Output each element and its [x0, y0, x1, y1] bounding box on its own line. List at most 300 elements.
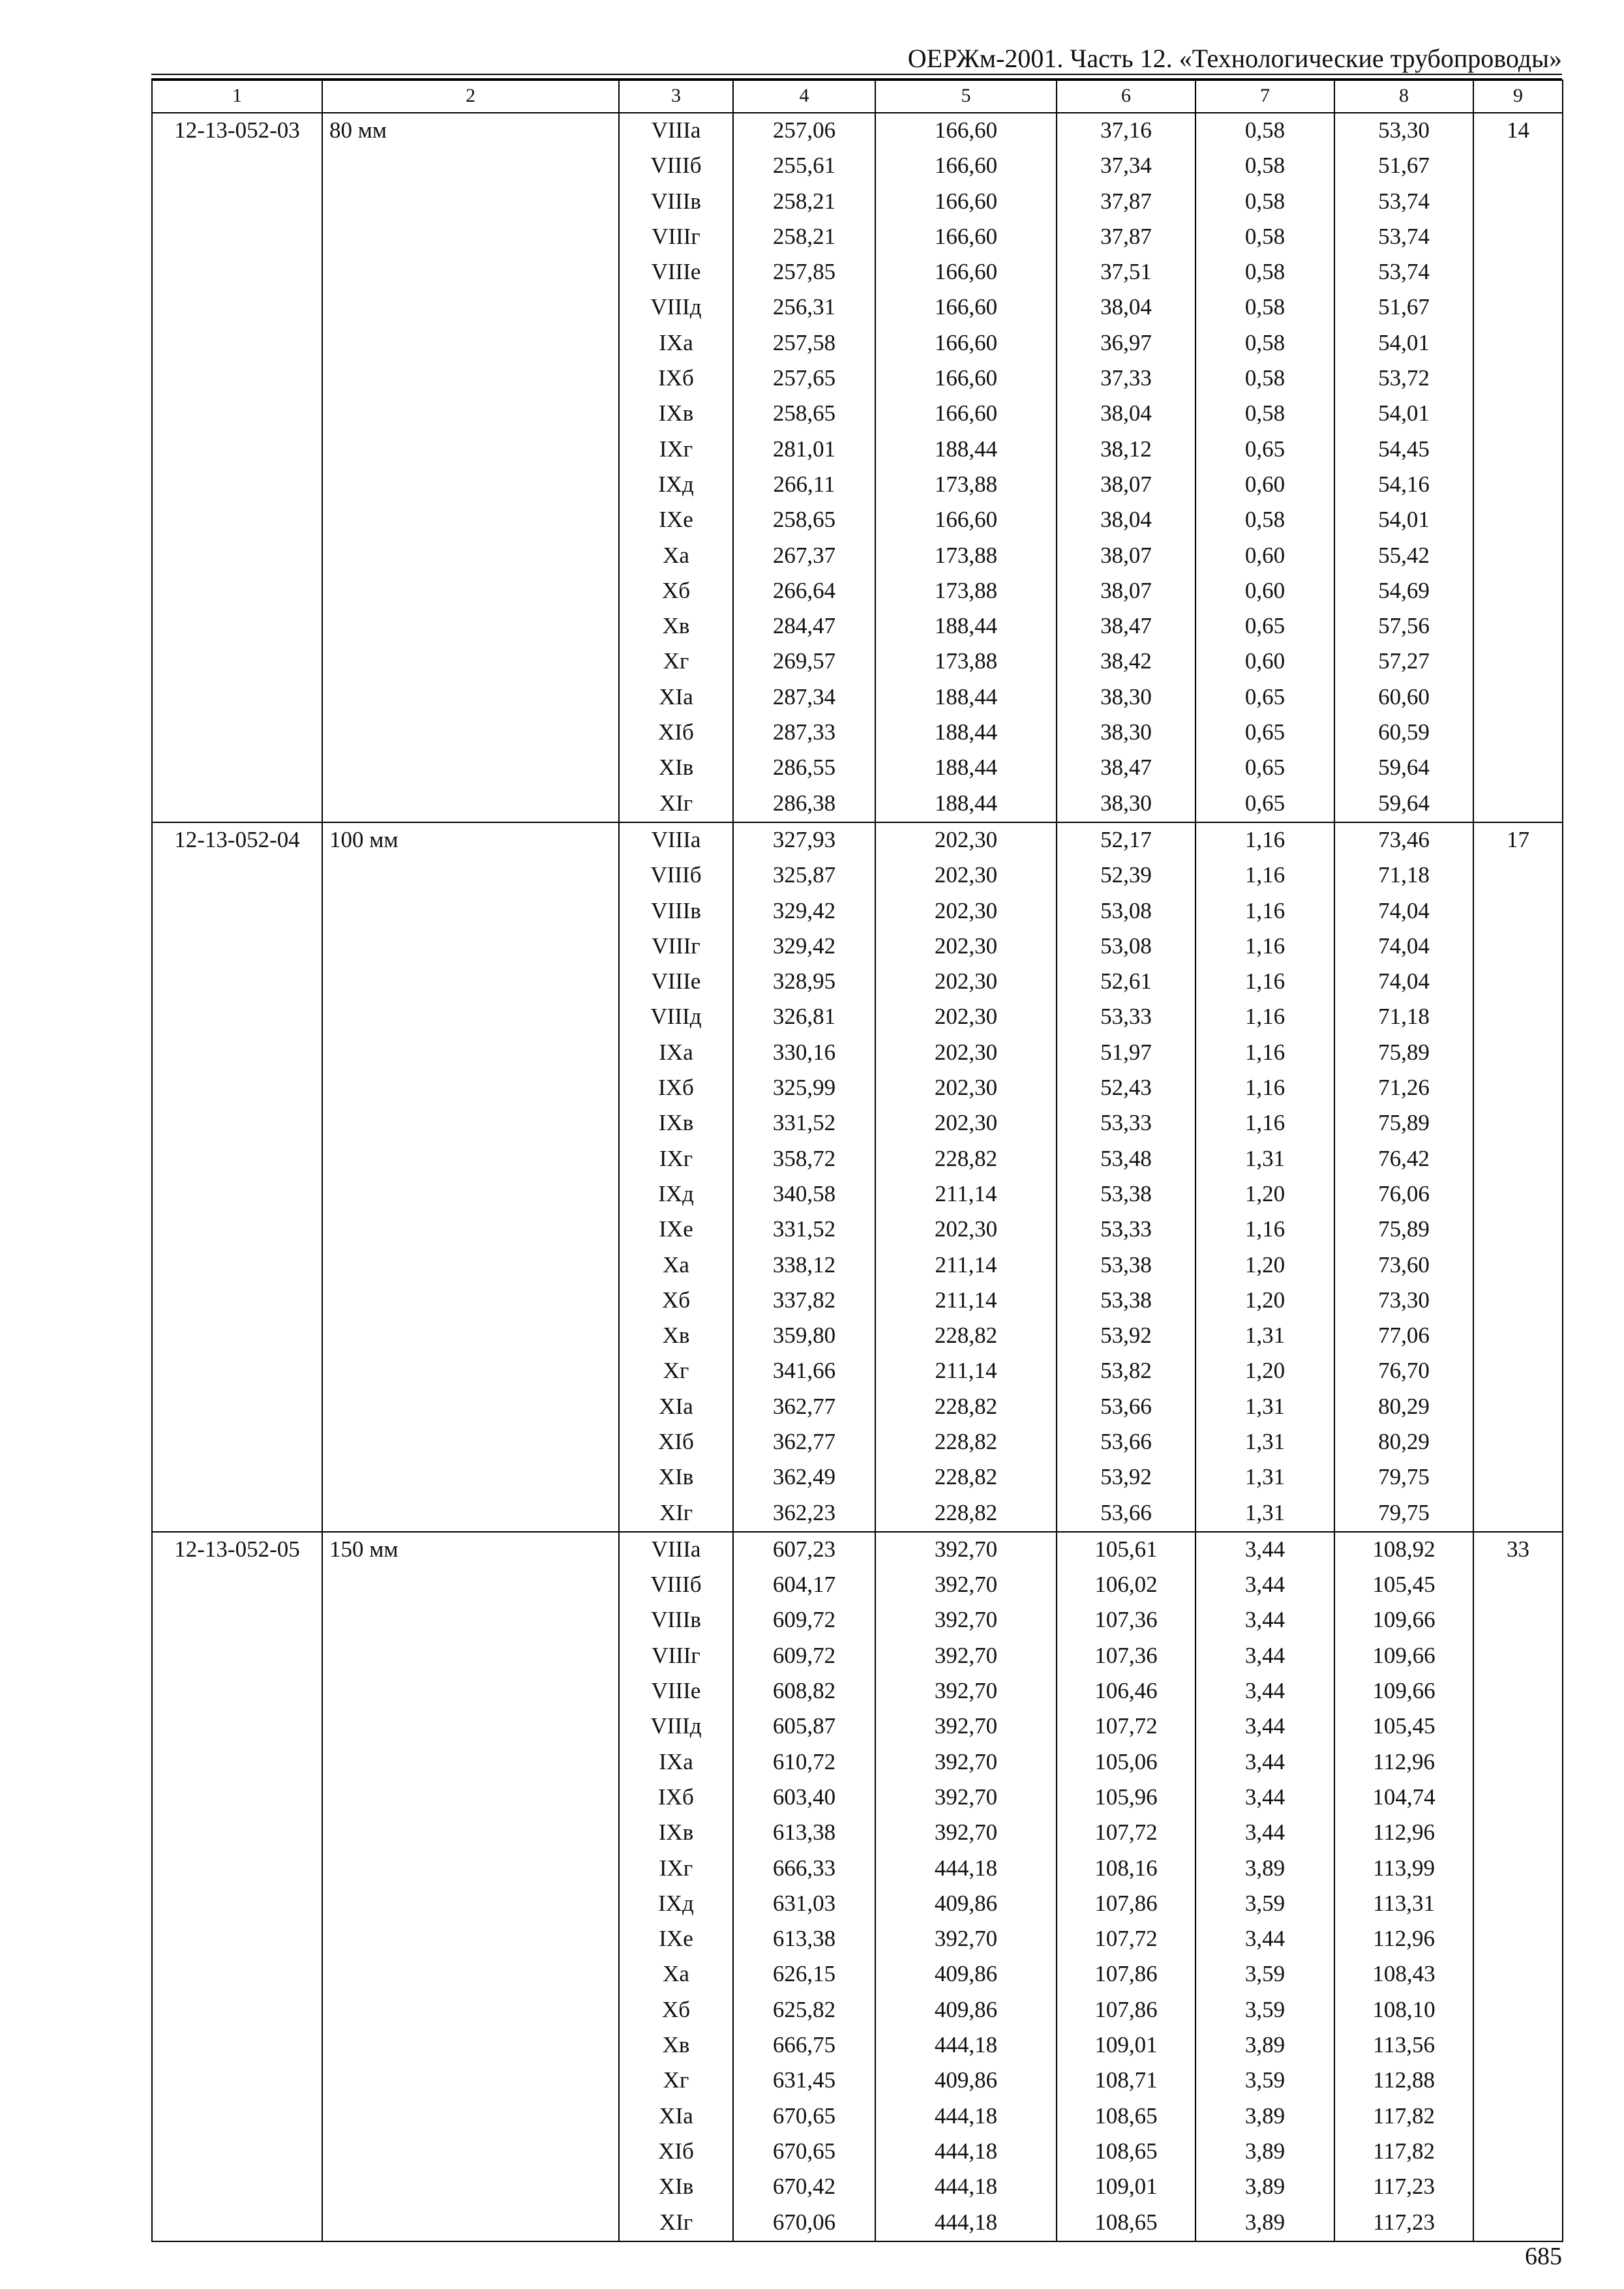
- value-cell: 106,02: [1057, 1568, 1195, 1603]
- value-cell: 38,07: [1057, 468, 1195, 503]
- value-cell: 211,14: [875, 1248, 1057, 1283]
- value-cell: 117,82: [1334, 2134, 1473, 2170]
- value-cell: 257,58: [733, 326, 875, 361]
- column-9-cell: [1473, 2028, 1563, 2063]
- norm-code-cell: [152, 1212, 322, 1248]
- column-number-cell: 4: [733, 80, 875, 113]
- diameter-cell: [322, 1639, 619, 1674]
- value-cell: 3,44: [1195, 1568, 1334, 1603]
- column-number-cell: 3: [619, 80, 733, 113]
- table-row: [152, 1496, 1563, 1532]
- value-cell: 613,38: [733, 1922, 875, 1957]
- value-cell: 1,31: [1195, 1390, 1334, 1425]
- value-cell: 202,30: [875, 929, 1057, 965]
- diameter-cell: [322, 1390, 619, 1425]
- diameter-cell: 100 мм: [322, 822, 619, 858]
- zone-cell: VIIIг: [619, 929, 733, 965]
- column-9-cell: [1473, 1780, 1563, 1816]
- value-cell: 613,38: [733, 1816, 875, 1851]
- column-9-cell: [1473, 680, 1563, 715]
- value-cell: 71,26: [1334, 1071, 1473, 1106]
- value-cell: 73,46: [1334, 822, 1473, 858]
- zone-cell: IXд: [619, 1177, 733, 1212]
- value-cell: 108,43: [1334, 1957, 1473, 1992]
- norm-code-cell: [152, 1780, 322, 1816]
- zone-cell: IXд: [619, 468, 733, 503]
- value-cell: 626,15: [733, 1957, 875, 1992]
- value-cell: 52,43: [1057, 1071, 1195, 1106]
- value-cell: 107,72: [1057, 1922, 1195, 1957]
- value-cell: 0,60: [1195, 539, 1334, 574]
- norm-code-cell: [152, 1425, 322, 1460]
- norm-code-cell: 12-13-052-03: [152, 113, 322, 149]
- value-cell: 267,37: [733, 539, 875, 574]
- zone-cell: IXе: [619, 503, 733, 538]
- value-cell: 107,36: [1057, 1603, 1195, 1638]
- value-cell: 38,47: [1057, 751, 1195, 786]
- zone-cell: XIг: [619, 1496, 733, 1532]
- table-row: [152, 185, 1563, 220]
- value-cell: 1,16: [1195, 894, 1334, 929]
- table-row: [152, 1390, 1563, 1425]
- value-cell: 57,56: [1334, 609, 1473, 644]
- value-cell: 202,30: [875, 1212, 1057, 1248]
- value-cell: 3,44: [1195, 1816, 1334, 1851]
- norm-code-cell: [152, 1957, 322, 1992]
- zone-cell: XIа: [619, 680, 733, 715]
- zone-cell: VIIIе: [619, 255, 733, 290]
- column-9-cell: [1473, 1460, 1563, 1495]
- zone-cell: IXг: [619, 432, 733, 468]
- diameter-cell: [322, 965, 619, 1000]
- value-cell: 257,85: [733, 255, 875, 290]
- value-cell: 60,60: [1334, 680, 1473, 715]
- value-cell: 112,88: [1334, 2063, 1473, 2099]
- norm-code-cell: [152, 1851, 322, 1887]
- value-cell: 328,95: [733, 965, 875, 1000]
- value-cell: 228,82: [875, 1460, 1057, 1495]
- value-cell: 53,74: [1334, 220, 1473, 255]
- value-cell: 53,66: [1057, 1390, 1195, 1425]
- value-cell: 52,61: [1057, 965, 1195, 1000]
- value-cell: 3,89: [1195, 2206, 1334, 2241]
- zone-cell: VIIIа: [619, 822, 733, 858]
- value-cell: 53,33: [1057, 1106, 1195, 1141]
- value-cell: 228,82: [875, 1425, 1057, 1460]
- diameter-cell: [322, 1709, 619, 1744]
- norm-code-cell: [152, 290, 322, 325]
- zone-cell: XIа: [619, 1390, 733, 1425]
- zone-cell: VIIIб: [619, 149, 733, 184]
- value-cell: 38,30: [1057, 786, 1195, 822]
- column-9-cell: 14: [1473, 113, 1563, 149]
- table-row: [152, 1709, 1563, 1744]
- norm-code-cell: [152, 1496, 322, 1532]
- value-cell: 109,01: [1057, 2028, 1195, 2063]
- column-9-cell: [1473, 1177, 1563, 1212]
- value-cell: 60,59: [1334, 715, 1473, 751]
- zone-cell: XIг: [619, 786, 733, 822]
- table-row: [152, 1142, 1563, 1177]
- value-cell: 326,81: [733, 1000, 875, 1035]
- diameter-cell: [322, 1354, 619, 1389]
- zone-cell: VIIIв: [619, 1603, 733, 1638]
- value-cell: 53,38: [1057, 1248, 1195, 1283]
- zone-cell: IXб: [619, 1071, 733, 1106]
- value-cell: 228,82: [875, 1496, 1057, 1532]
- table-row: [152, 1851, 1563, 1887]
- value-cell: 38,12: [1057, 432, 1195, 468]
- value-cell: 108,16: [1057, 1851, 1195, 1887]
- diameter-cell: [322, 539, 619, 574]
- value-cell: 71,18: [1334, 858, 1473, 893]
- zone-cell: VIIIв: [619, 894, 733, 929]
- table-row: [152, 1460, 1563, 1495]
- norm-code-cell: [152, 1922, 322, 1957]
- table-row: [152, 644, 1563, 680]
- table-row: [152, 858, 1563, 893]
- table-row: [152, 2063, 1563, 2099]
- zone-cell: XIв: [619, 2170, 733, 2205]
- table-row: [152, 822, 1563, 858]
- column-number-cell: 9: [1473, 80, 1563, 113]
- value-cell: 1,16: [1195, 822, 1334, 858]
- value-cell: 108,65: [1057, 2134, 1195, 2170]
- value-cell: 258,65: [733, 396, 875, 432]
- column-9-cell: [1473, 574, 1563, 609]
- column-9-cell: [1473, 786, 1563, 822]
- table-row: [152, 539, 1563, 574]
- value-cell: 604,17: [733, 1568, 875, 1603]
- value-cell: 444,18: [875, 2099, 1057, 2134]
- norm-code-cell: [152, 1106, 322, 1141]
- zone-cell: IXа: [619, 326, 733, 361]
- value-cell: 188,44: [875, 432, 1057, 468]
- norm-code-cell: [152, 2170, 322, 2205]
- column-9-cell: [1473, 326, 1563, 361]
- value-cell: 37,87: [1057, 185, 1195, 220]
- value-cell: 53,48: [1057, 1142, 1195, 1177]
- norm-code-cell: [152, 751, 322, 786]
- value-cell: 109,01: [1057, 2170, 1195, 2205]
- value-cell: 166,60: [875, 361, 1057, 396]
- value-cell: 107,72: [1057, 1816, 1195, 1851]
- value-cell: 1,20: [1195, 1248, 1334, 1283]
- value-cell: 3,89: [1195, 2099, 1334, 2134]
- value-cell: 80,29: [1334, 1425, 1473, 1460]
- value-cell: 1,16: [1195, 1036, 1334, 1071]
- value-cell: 257,06: [733, 113, 875, 149]
- value-cell: 281,01: [733, 432, 875, 468]
- value-cell: 3,59: [1195, 1957, 1334, 1992]
- value-cell: 331,52: [733, 1212, 875, 1248]
- table-row: [152, 1283, 1563, 1319]
- value-cell: 75,89: [1334, 1106, 1473, 1141]
- value-cell: 75,89: [1334, 1212, 1473, 1248]
- column-9-cell: [1473, 1036, 1563, 1071]
- diameter-cell: [322, 1106, 619, 1141]
- zone-cell: IXб: [619, 1780, 733, 1816]
- table-row: [152, 432, 1563, 468]
- norm-code-cell: [152, 1142, 322, 1177]
- column-9-cell: [1473, 432, 1563, 468]
- diameter-cell: [322, 1957, 619, 1992]
- norm-code-cell: 12-13-052-04: [152, 822, 322, 858]
- value-cell: 392,70: [875, 1816, 1057, 1851]
- value-cell: 3,89: [1195, 2028, 1334, 2063]
- value-cell: 1,20: [1195, 1354, 1334, 1389]
- diameter-cell: [322, 858, 619, 893]
- value-cell: 0,65: [1195, 609, 1334, 644]
- value-cell: 105,96: [1057, 1780, 1195, 1816]
- norm-code-cell: [152, 1460, 322, 1495]
- zone-cell: XIб: [619, 2134, 733, 2170]
- value-cell: 166,60: [875, 149, 1057, 184]
- zone-cell: VIIIб: [619, 1568, 733, 1603]
- zone-cell: IXд: [619, 1887, 733, 1922]
- value-cell: 0,58: [1195, 149, 1334, 184]
- column-9-cell: [1473, 2170, 1563, 2205]
- value-cell: 3,89: [1195, 1851, 1334, 1887]
- value-cell: 59,64: [1334, 751, 1473, 786]
- value-cell: 0,65: [1195, 786, 1334, 822]
- value-cell: 0,58: [1195, 396, 1334, 432]
- value-cell: 255,61: [733, 149, 875, 184]
- value-cell: 173,88: [875, 574, 1057, 609]
- value-cell: 202,30: [875, 1000, 1057, 1035]
- column-9-cell: [1473, 965, 1563, 1000]
- table-row: [152, 361, 1563, 396]
- value-cell: 37,34: [1057, 149, 1195, 184]
- value-cell: 38,04: [1057, 503, 1195, 538]
- value-cell: 3,44: [1195, 1603, 1334, 1638]
- diameter-cell: [322, 1674, 619, 1709]
- zone-cell: Xб: [619, 1993, 733, 2028]
- column-number-cell: 8: [1334, 80, 1473, 113]
- value-cell: 38,47: [1057, 609, 1195, 644]
- diameter-cell: [322, 1851, 619, 1887]
- table-row: [152, 1887, 1563, 1922]
- value-cell: 53,66: [1057, 1425, 1195, 1460]
- column-9-cell: [1473, 1496, 1563, 1532]
- value-cell: 0,58: [1195, 113, 1334, 149]
- value-cell: 631,45: [733, 2063, 875, 2099]
- column-9-cell: [1473, 1106, 1563, 1141]
- column-9-cell: [1473, 2099, 1563, 2134]
- norm-code-cell: [152, 715, 322, 751]
- page-header-title: ОЕРЖм-2001. Часть 12. «Технологические трубопроводы»: [907, 44, 1562, 73]
- value-cell: 73,30: [1334, 1283, 1473, 1319]
- diameter-cell: [322, 644, 619, 680]
- value-cell: 188,44: [875, 609, 1057, 644]
- value-cell: 608,82: [733, 1674, 875, 1709]
- value-cell: 0,65: [1195, 751, 1334, 786]
- table-row: [152, 1212, 1563, 1248]
- value-cell: 166,60: [875, 255, 1057, 290]
- value-cell: 362,77: [733, 1425, 875, 1460]
- value-cell: 112,96: [1334, 1745, 1473, 1780]
- value-cell: 1,31: [1195, 1496, 1334, 1532]
- table-row: [152, 1922, 1563, 1957]
- value-cell: 71,18: [1334, 1000, 1473, 1035]
- zone-cell: Xг: [619, 644, 733, 680]
- zone-cell: VIIIа: [619, 113, 733, 149]
- column-9-cell: [1473, 2134, 1563, 2170]
- diameter-cell: [322, 396, 619, 432]
- value-cell: 202,30: [875, 894, 1057, 929]
- column-number-row: [152, 80, 1563, 113]
- diameter-cell: [322, 574, 619, 609]
- value-cell: 108,65: [1057, 2099, 1195, 2134]
- zone-cell: IXб: [619, 361, 733, 396]
- value-cell: 3,44: [1195, 1922, 1334, 1957]
- value-cell: 444,18: [875, 2170, 1057, 2205]
- norm-code-cell: [152, 432, 322, 468]
- column-9-cell: [1473, 255, 1563, 290]
- value-cell: 80,29: [1334, 1390, 1473, 1425]
- zone-cell: Xа: [619, 539, 733, 574]
- table-row: [152, 2170, 1563, 2205]
- value-cell: 1,16: [1195, 858, 1334, 893]
- value-cell: 3,44: [1195, 1709, 1334, 1744]
- zone-cell: IXв: [619, 1106, 733, 1141]
- zone-cell: Xв: [619, 2028, 733, 2063]
- value-cell: 51,97: [1057, 1036, 1195, 1071]
- diameter-cell: [322, 1177, 619, 1212]
- column-9-cell: [1473, 644, 1563, 680]
- diameter-cell: [322, 609, 619, 644]
- diameter-cell: [322, 751, 619, 786]
- value-cell: 54,16: [1334, 468, 1473, 503]
- value-cell: 76,42: [1334, 1142, 1473, 1177]
- value-cell: 670,65: [733, 2099, 875, 2134]
- norm-code-cell: [152, 1000, 322, 1035]
- norm-code-cell: [152, 468, 322, 503]
- table-row: [152, 468, 1563, 503]
- table-row: [152, 1568, 1563, 1603]
- value-cell: 392,70: [875, 1674, 1057, 1709]
- diameter-cell: [322, 1460, 619, 1495]
- norm-code-cell: [152, 361, 322, 396]
- value-cell: 108,10: [1334, 1993, 1473, 2028]
- value-cell: 105,61: [1057, 1532, 1195, 1568]
- value-cell: 188,44: [875, 680, 1057, 715]
- diameter-cell: [322, 220, 619, 255]
- diameter-cell: [322, 2099, 619, 2134]
- table-row: [152, 894, 1563, 929]
- value-cell: 38,04: [1057, 396, 1195, 432]
- norm-code-cell: [152, 185, 322, 220]
- value-cell: 0,58: [1195, 361, 1334, 396]
- value-cell: 53,38: [1057, 1283, 1195, 1319]
- value-cell: 329,42: [733, 894, 875, 929]
- diameter-cell: [322, 1036, 619, 1071]
- diameter-cell: [322, 185, 619, 220]
- value-cell: 202,30: [875, 822, 1057, 858]
- norm-code-cell: [152, 1887, 322, 1922]
- value-cell: 113,99: [1334, 1851, 1473, 1887]
- column-9-cell: [1473, 2206, 1563, 2241]
- value-cell: 166,60: [875, 396, 1057, 432]
- column-number-cell: 7: [1195, 80, 1334, 113]
- norm-code-cell: [152, 929, 322, 965]
- table-row: [152, 1425, 1563, 1460]
- zone-cell: Xв: [619, 609, 733, 644]
- value-cell: 1,31: [1195, 1425, 1334, 1460]
- column-9-cell: [1473, 1639, 1563, 1674]
- value-cell: 53,38: [1057, 1177, 1195, 1212]
- norm-code-cell: [152, 2134, 322, 2170]
- price-table: [151, 80, 1563, 2242]
- column-9-cell: [1473, 1851, 1563, 1887]
- table-row: [152, 786, 1563, 822]
- column-9-cell: [1473, 1957, 1563, 1992]
- value-cell: 109,66: [1334, 1603, 1473, 1638]
- value-cell: 1,20: [1195, 1177, 1334, 1212]
- norm-code-cell: [152, 1709, 322, 1744]
- value-cell: 211,14: [875, 1283, 1057, 1319]
- table-row: [152, 1036, 1563, 1071]
- diameter-cell: [322, 503, 619, 538]
- norm-code-cell: [152, 149, 322, 184]
- norm-code-cell: [152, 1071, 322, 1106]
- value-cell: 1,16: [1195, 1071, 1334, 1106]
- table-row: [152, 1106, 1563, 1141]
- value-cell: 38,30: [1057, 715, 1195, 751]
- value-cell: 211,14: [875, 1354, 1057, 1389]
- zone-cell: VIIIд: [619, 290, 733, 325]
- zone-cell: IXв: [619, 396, 733, 432]
- table-row: [152, 680, 1563, 715]
- column-9-cell: [1473, 894, 1563, 929]
- column-9-cell: [1473, 539, 1563, 574]
- value-cell: 0,65: [1195, 715, 1334, 751]
- value-cell: 53,08: [1057, 929, 1195, 965]
- value-cell: 117,23: [1334, 2170, 1473, 2205]
- value-cell: 37,16: [1057, 113, 1195, 149]
- table-row: [152, 1177, 1563, 1212]
- value-cell: 107,86: [1057, 1957, 1195, 1992]
- zone-cell: IXе: [619, 1212, 733, 1248]
- column-9-cell: [1473, 1745, 1563, 1780]
- value-cell: 52,17: [1057, 822, 1195, 858]
- value-cell: 392,70: [875, 1603, 1057, 1638]
- column-9-cell: [1473, 1248, 1563, 1283]
- value-cell: 337,82: [733, 1283, 875, 1319]
- diameter-cell: [322, 255, 619, 290]
- table-row: [152, 255, 1563, 290]
- value-cell: 3,44: [1195, 1674, 1334, 1709]
- diameter-cell: [322, 1887, 619, 1922]
- value-cell: 0,60: [1195, 644, 1334, 680]
- norm-code-cell: [152, 1248, 322, 1283]
- value-cell: 53,74: [1334, 255, 1473, 290]
- table-row: [152, 2028, 1563, 2063]
- value-cell: 53,08: [1057, 894, 1195, 929]
- diameter-cell: [322, 1212, 619, 1248]
- diameter-cell: [322, 786, 619, 822]
- value-cell: 258,21: [733, 220, 875, 255]
- value-cell: 38,42: [1057, 644, 1195, 680]
- value-cell: 202,30: [875, 858, 1057, 893]
- value-cell: 77,06: [1334, 1319, 1473, 1354]
- column-9-cell: [1473, 858, 1563, 893]
- value-cell: 53,30: [1334, 113, 1473, 149]
- column-9-cell: [1473, 1142, 1563, 1177]
- value-cell: 107,36: [1057, 1639, 1195, 1674]
- table-row: [152, 396, 1563, 432]
- page-number: 685: [1525, 2243, 1562, 2270]
